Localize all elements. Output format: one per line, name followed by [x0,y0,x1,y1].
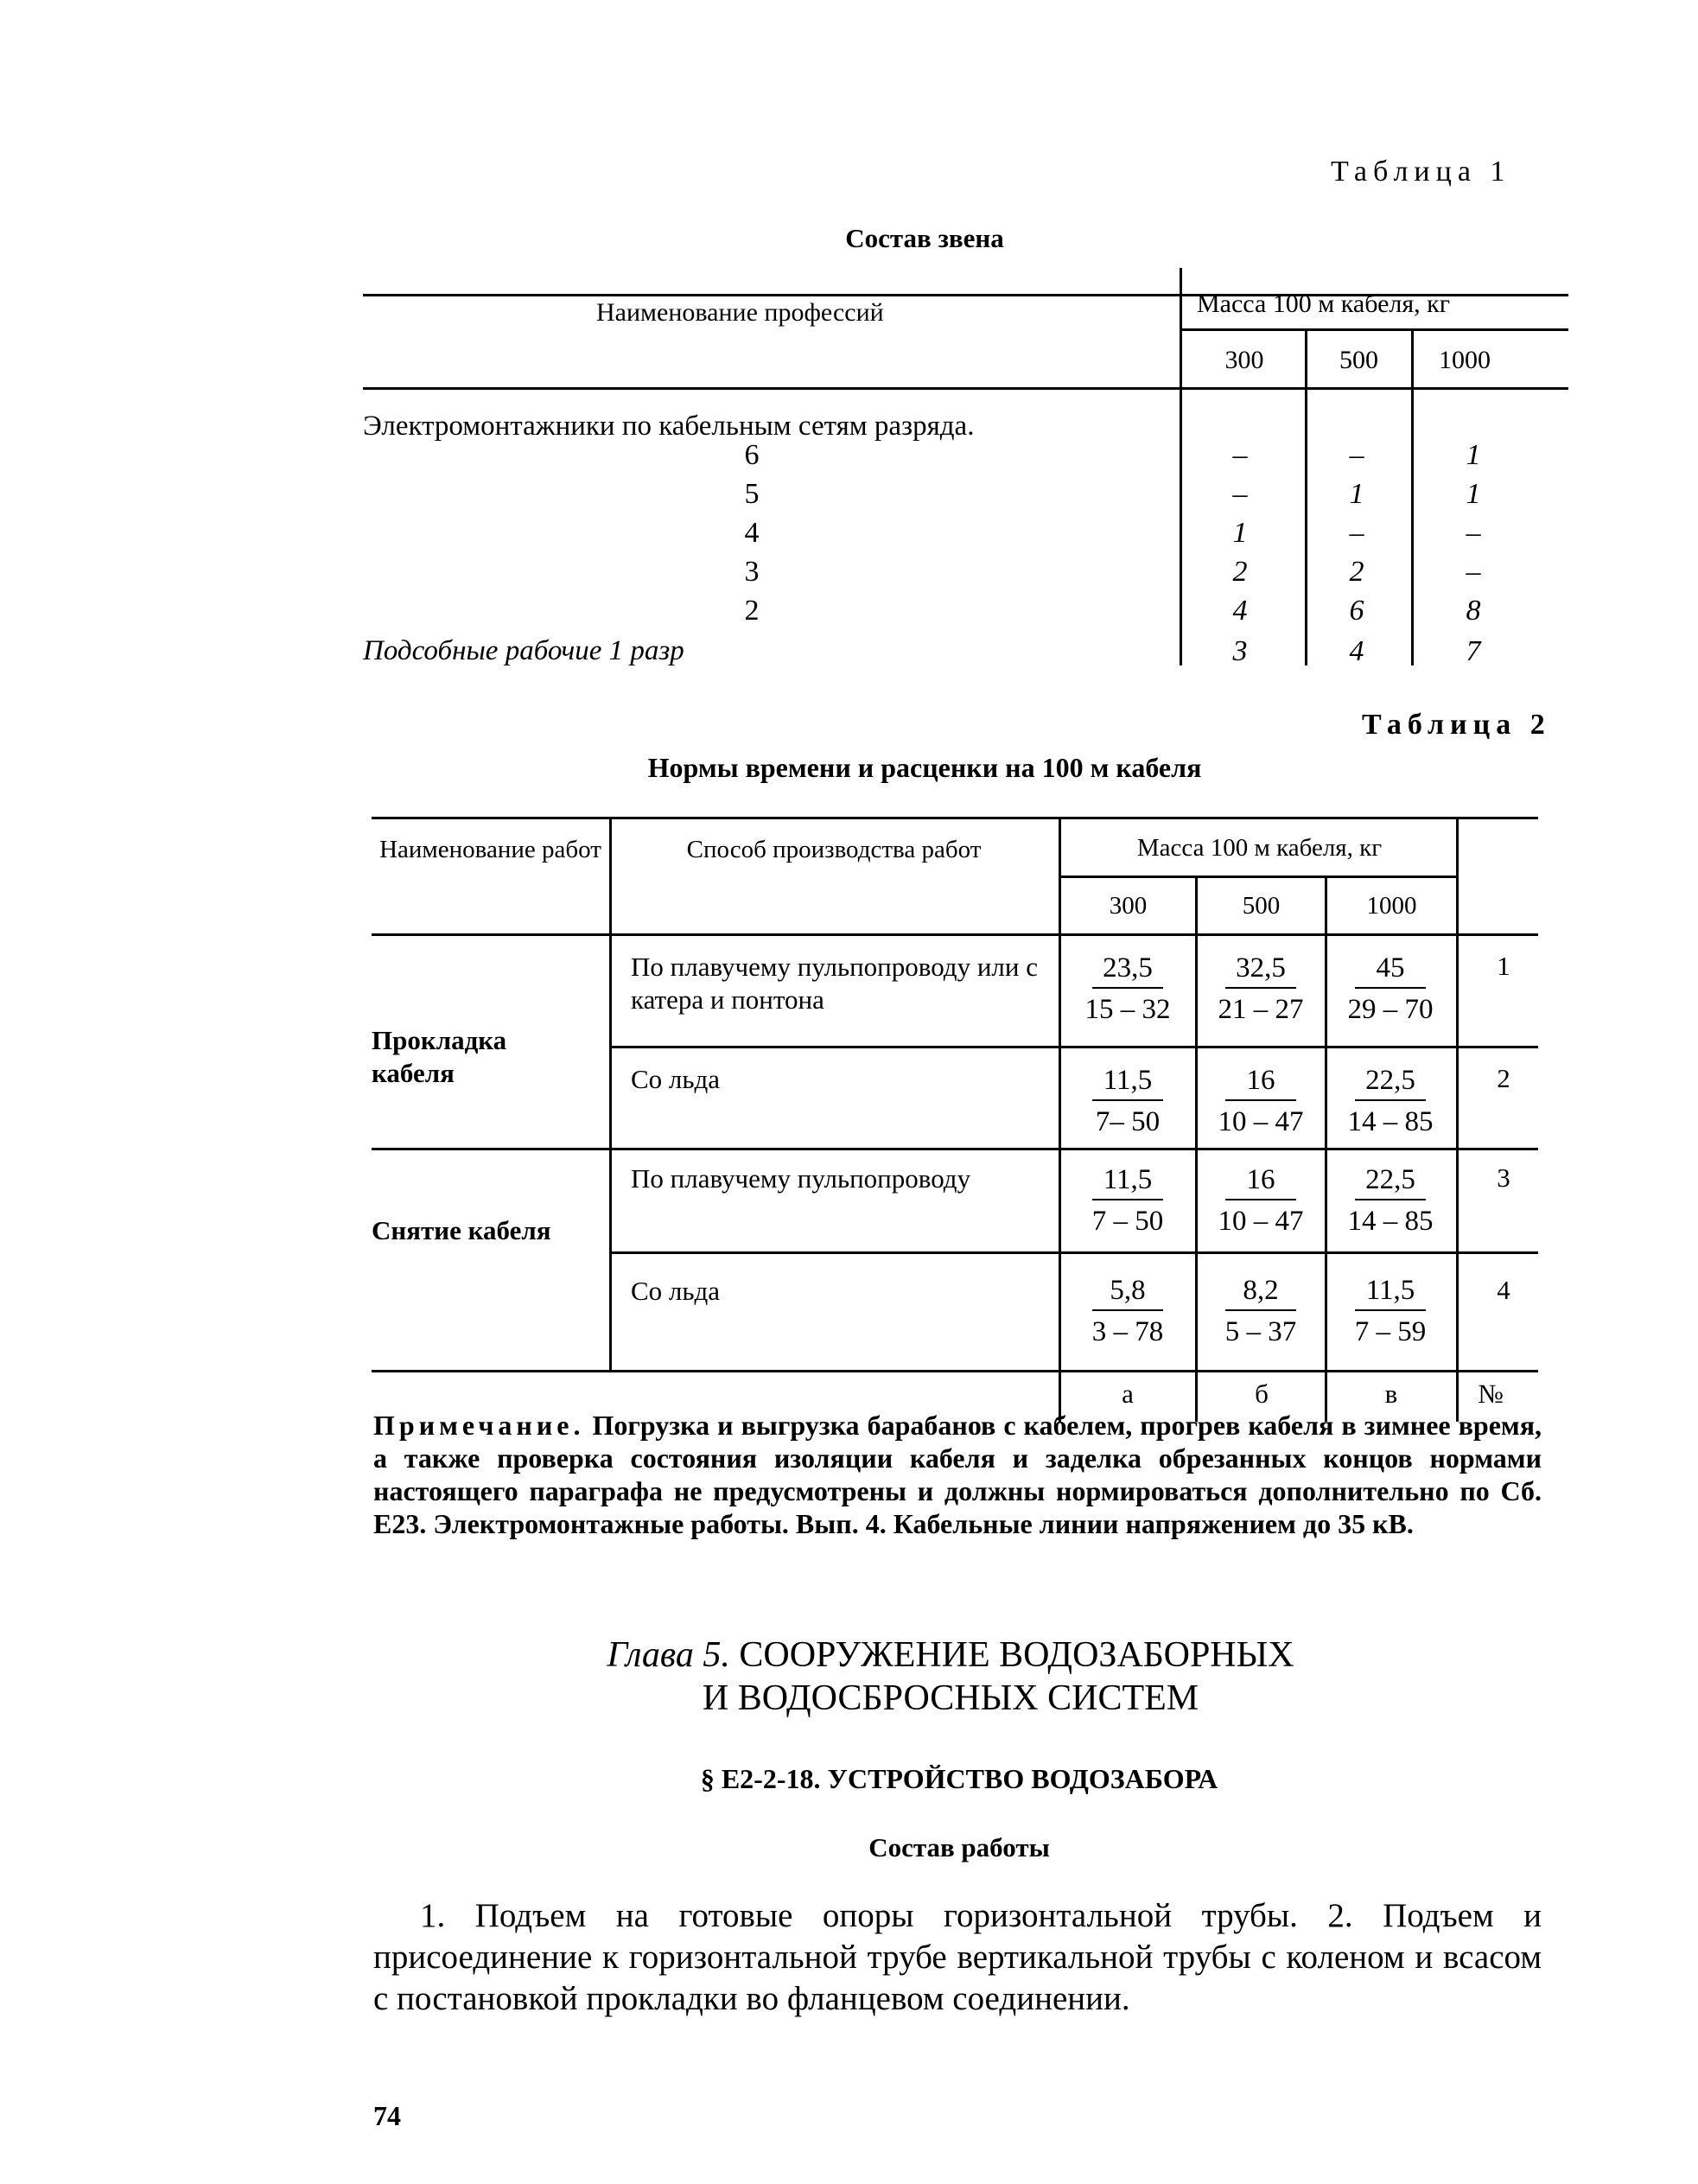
fraction-bar [1092,1099,1163,1101]
fraction-bar [1092,1199,1163,1200]
table2-header-rule [372,933,1538,936]
page-number: 74 [373,2100,401,2131]
group-removal: Снятие кабеля [372,1215,551,1245]
work-composition-title: Состав работы [868,1832,1050,1862]
cell-value: 7 [1466,635,1481,667]
fraction-bar [1225,987,1296,989]
norm-time: 11,5 [1103,1164,1153,1195]
cell-value: 1 [1466,439,1481,471]
row-number: 4 [1497,1275,1510,1305]
table2 [372,817,1555,1422]
cell-value: – [1232,439,1248,471]
norm-value [1196,1273,1326,1349]
table2-vrule-1 [609,817,612,1370]
table1 [363,268,1568,683]
table1-header-rule [363,387,1568,390]
norm-rate: 3 – 78 [1091,1316,1164,1347]
row-number: 2 [1497,1063,1510,1093]
table1-vrule-1 [1180,268,1182,665]
norm-time: 8,2 [1243,1275,1279,1306]
norm-value [1326,1063,1455,1139]
helpers-label: Подсобные рабочие 1 разр [363,635,684,666]
fraction-bar [1355,1199,1426,1200]
norm-time: 16 [1246,1065,1275,1096]
norm-time: 22,5 [1365,1164,1415,1195]
norm-value [1326,1162,1455,1238]
cell-value: – [1349,517,1364,549]
cell-value: – [1349,439,1364,471]
norm-time: 45 [1376,952,1405,984]
row-number: 1 [1497,951,1510,981]
table2-col-method: Способ производства работ [686,836,982,863]
norm-rate: 10 – 47 [1218,1206,1304,1237]
norm-value [1063,1162,1192,1238]
cell-value: 4 [1232,595,1248,627]
cell-value: 1 [1349,478,1364,510]
chapter-prefix: Глава 5. [607,1635,730,1675]
cell-value: 2 [1349,556,1364,588]
cell-value: 3 [1232,635,1248,667]
norm-time: 16 [1246,1164,1275,1195]
table2-mass-500: 500 [1242,892,1281,920]
table1-label: Таблица 1 [1331,156,1511,188]
table2-bottom-rule [372,1370,1538,1372]
rank-value: 6 [744,439,760,471]
table2-rule-group [372,1148,1538,1150]
norm-rate: 14 – 85 [1347,1206,1434,1237]
cell-value: 1 [1232,517,1248,549]
footer-a: а [1122,1379,1134,1409]
table2-mass-header: Масса 100 м кабеля, кг [1136,834,1383,862]
rank-value: 4 [744,517,760,549]
method-text: Со льда [631,1276,721,1306]
norm-value [1196,951,1326,1027]
norm-rate: 29 – 70 [1347,994,1434,1025]
cell-value: – [1466,556,1481,588]
cell-value: 8 [1466,595,1481,627]
table1-mass-header: Масса 100 м кабеля, кг [1197,290,1451,318]
norm-value [1326,951,1455,1027]
fraction-bar [1355,1099,1426,1101]
cell-value: 6 [1349,595,1364,627]
norm-time: 32,5 [1236,952,1286,984]
table1-title: Состав звена [845,223,1004,253]
cell-value: 2 [1232,556,1248,588]
norm-value [1063,1063,1192,1139]
section-heading: § Е2-2-18. УСТРОЙСТВО ВОДОЗАБОРА [700,1763,1218,1794]
fraction-bar [1225,1099,1296,1101]
norm-time: 23,5 [1103,952,1153,984]
method-text: По плавучему пульпопроводу или с катера и понтона [631,952,1038,1015]
fraction-bar [1225,1309,1296,1311]
cell-value: 1 [1466,478,1481,510]
norm-rate: 10 – 47 [1218,1106,1304,1137]
table2-rule-r3 [609,1251,1538,1254]
norm-value [1196,1063,1326,1139]
table2-title: Нормы времени и расценки на 100 м кабеля [647,752,1202,783]
table1-mass-rule [1180,328,1568,331]
table2-col-work: Наименование работ [379,836,601,863]
footer-b: б [1255,1379,1269,1409]
footer-no: № [1478,1379,1504,1409]
norm-time: 22,5 [1365,1065,1415,1096]
table1-col-header: Наименование профессий [596,298,884,327]
table1-mass-300: 300 [1224,346,1264,374]
table1-mass-1000: 1000 [1439,346,1491,374]
norm-rate: 5 – 37 [1224,1316,1297,1347]
table2-mass-1000: 1000 [1366,892,1417,920]
table2-mass-300: 300 [1109,892,1148,920]
cell-value: – [1232,478,1248,510]
group-laying: Прокладка кабеля [372,1025,507,1088]
table2-top-rule [372,817,1538,819]
norm-value [1063,951,1192,1027]
table1-vrule-3 [1411,328,1414,665]
row-number: 3 [1497,1162,1510,1193]
chapter-title-line1: СООРУЖЕНИЕ ВОДОЗАБОРНЫХ [739,1635,1294,1675]
chapter-title-line2: И ВОДОСБРОСНЫХ СИСТЕМ [702,1678,1199,1718]
rank-value: 2 [744,595,760,627]
footer-v: в [1384,1379,1398,1409]
method-text: Со льда [631,1064,721,1094]
table2-mass-rule [1059,876,1456,878]
fraction-bar [1355,1309,1426,1311]
table-note [373,1409,1542,1540]
chapter-heading [0,1633,1698,1720]
norm-rate: 14 – 85 [1347,1106,1434,1137]
norm-value [1326,1273,1455,1349]
table2-vrule-5 [1456,817,1459,1422]
norm-rate: 15 – 32 [1084,994,1171,1025]
norm-rate: 7– 50 [1095,1106,1161,1137]
fraction-bar [1092,987,1163,989]
table1-mass-500: 500 [1339,346,1378,374]
work-composition-text: 1. Подъем на готовые опоры горизонтальной трубы. 2. Подъем и присоединение к горизонтальной трубе вертикальной трубы с коленом и всасом с постановкой прокладки во фланцевом соединении. [373,1897,1542,2017]
note-text: Погрузка и выгрузка барабанов с кабелем, прогрев кабеля в зимнее время, а также проверка состояния изоляции кабеля и заделка обрезанных концов нормами настоящего параграфа не предусмотрены и должны нормироваться дополнительно по Сб. Е23. Электромонтажные работы. Вып. 4. Кабельные линии напряжением до 35 кВ. [373,1410,1542,1539]
fraction-bar [1092,1309,1163,1311]
cell-value: 4 [1349,635,1364,667]
norm-rate: 21 – 27 [1218,994,1304,1025]
table2-label: Таблица 2 [1362,709,1551,741]
cell-value: – [1466,517,1481,549]
rank-value: 5 [744,478,760,510]
table1-group-label: Электромонтажники по кабельным сетям разряда. [363,411,975,442]
norm-rate: 7 – 50 [1091,1206,1164,1237]
table2-rule-r1 [609,1046,1538,1048]
norm-time: 11,5 [1365,1275,1415,1306]
norm-rate: 7 – 59 [1354,1316,1427,1347]
norm-time: 11,5 [1103,1065,1153,1096]
note-lead: Примечание. [373,1410,585,1441]
norm-value [1063,1273,1192,1349]
norm-time: 5,8 [1110,1275,1146,1306]
method-text: По плавучему пульпопроводу [631,1163,971,1194]
fraction-bar [1355,987,1426,989]
rank-value: 3 [744,556,760,588]
norm-value [1196,1162,1326,1238]
fraction-bar [1225,1199,1296,1200]
